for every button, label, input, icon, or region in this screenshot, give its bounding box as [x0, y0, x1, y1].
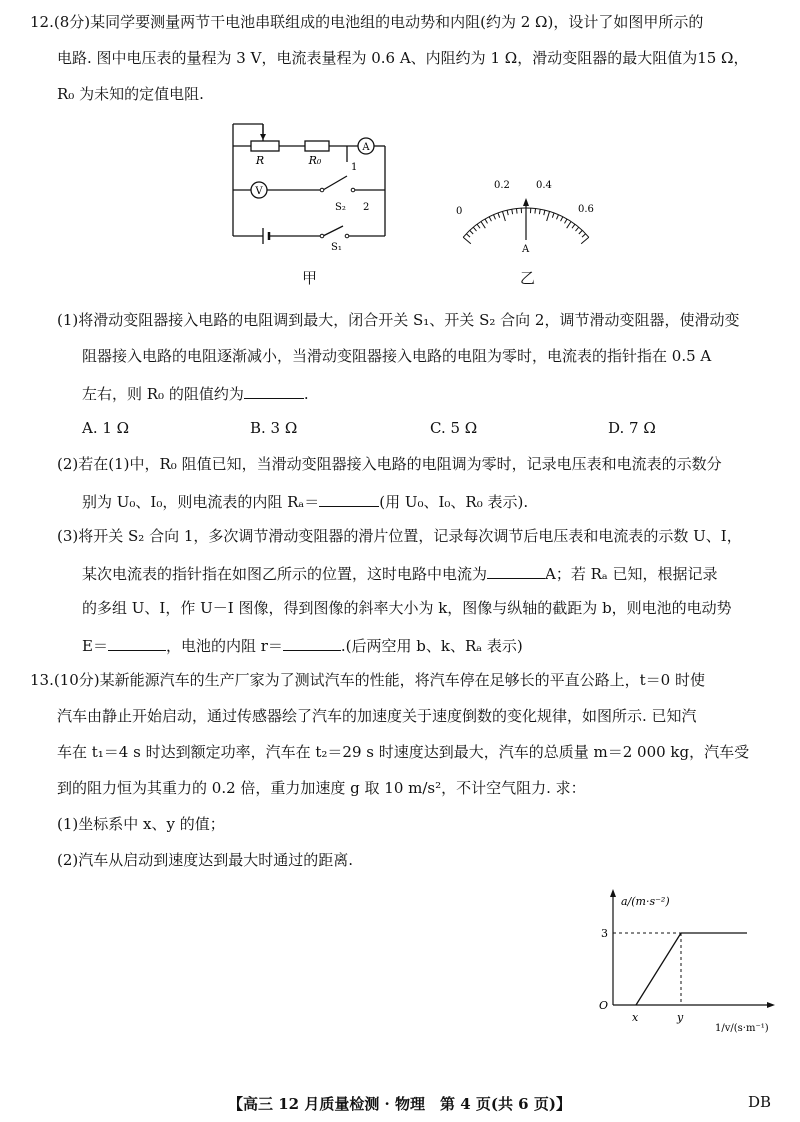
- option-d[interactable]: D. 7 Ω: [608, 419, 656, 437]
- dial-tick-mark: [494, 215, 496, 220]
- q12-p3-line-2-tail: A；若 Rₐ 已知，根据记录: [545, 565, 718, 583]
- chart-svg: [585, 885, 785, 1045]
- dial-tick-mark: [485, 219, 488, 223]
- answer-blank-r[interactable]: [283, 634, 341, 651]
- dial-tick-mark: [512, 209, 513, 214]
- dial-tick-mark: [544, 210, 545, 215]
- dial-tick-mark: [572, 224, 575, 228]
- option-a[interactable]: A. 1 Ω: [82, 419, 130, 437]
- caption-yi: 乙: [520, 269, 536, 287]
- dial-tick-mark: [556, 215, 558, 220]
- option-b[interactable]: B. 3 Ω: [250, 419, 298, 437]
- x-tick-x: x: [632, 1011, 639, 1024]
- x-axis-label: 1/v/(s·m⁻¹): [715, 1023, 769, 1034]
- label-R0: R₀: [308, 154, 322, 167]
- origin-label: O: [599, 999, 609, 1012]
- q13-sub-1: (1)坐标系中 x、y 的值；: [57, 815, 225, 833]
- dial-tick-mark: [552, 213, 554, 218]
- q12-p3-line-4: [82, 634, 523, 656]
- voltmeter-label: V: [255, 186, 263, 197]
- q13-line-1: 13.(10分)某新能源汽车的生产厂家为了测试汽车的性能，将汽车停在足够长的平直公路上，t＝0 时使: [30, 671, 705, 689]
- q13-line-3: 车在 t₁＝4 s 时达到额定功率，汽车在 t₂＝29 s 时速度达到最大，汽车的总质量 m＝2 000 kg，汽车受: [57, 743, 750, 761]
- dial-tick-mark: [516, 209, 517, 214]
- q12-p1-line-3: 左右，则 R₀ 的阻值约为 .: [82, 382, 309, 404]
- dial-tick-mark: [582, 234, 586, 237]
- q12-p2-line-2-tail: (用 U₀、I₀、R₀ 表示).: [379, 493, 529, 511]
- q12-line-1: 12.(8分)某同学要测量两节干电池串联组成的电池组的电动势和内阻(约为 2 Ω)，设计了如图甲所示的: [30, 13, 704, 31]
- q12-p1-line-1: (1)将滑动变阻器接入电路的电阻调到最大，闭合开关 S₁、开关 S₂ 合向 2，调节滑动变阻器，使滑动变: [57, 311, 740, 329]
- caption-jia: 甲: [302, 269, 318, 287]
- q12-p3-line-4-tail: .(后两空用 b、k、Rₐ 表示): [340, 637, 523, 655]
- dial-tick-mark: [463, 237, 471, 243]
- q12-p1-line-2: 阻器接入电路的电阻逐渐减小，当滑动变阻器接入电路的电阻为零时，电流表的指针指在 0.5 A: [82, 347, 712, 365]
- dial-tick-mark: [502, 211, 505, 221]
- emf-prefix: E＝: [82, 637, 108, 655]
- dial-tick-04: 0.4: [536, 180, 552, 191]
- q13-line-2: 汽车由静止开始启动，通过传感器绘了汽车的加速度关于速度倒数的变化规律，如图所示. 已知汽: [57, 707, 697, 725]
- ammeter-dial-yi: [450, 172, 610, 262]
- dial-tick-mark: [581, 237, 589, 243]
- x-axis-arrow-icon: [767, 1002, 775, 1008]
- dial-tick-mark: [489, 217, 491, 221]
- label-R: R: [255, 154, 265, 167]
- dial-tick-mark: [466, 234, 470, 237]
- dial-tick-mark: [535, 209, 536, 214]
- dial-svg: [450, 172, 610, 262]
- q12-p1-line-3-text: 左右，则 R₀ 的阻值约为: [82, 385, 244, 403]
- y-tick-3: 3: [601, 927, 608, 940]
- circuit-diagram-jia: [225, 118, 395, 288]
- slider-arrow-icon: [260, 134, 266, 140]
- q12-p3-line-2: [82, 562, 717, 584]
- answer-blank-current[interactable]: [487, 562, 545, 579]
- x-tick-y: y: [677, 1011, 684, 1024]
- dial-tick-mark: [561, 217, 563, 221]
- dial-tick-mark: [579, 230, 582, 234]
- q12-p2-line-2: [82, 490, 528, 512]
- q12-p2-line-1: (2)若在(1)中，R₀ 阻值已知，当滑动变阻器接入电路的电阻调为零时，记录电压表和电流表的示数分: [57, 455, 722, 473]
- dial-tick-mark: [567, 221, 571, 228]
- dial-tick-02: 0.2: [494, 180, 510, 191]
- series-rising-segment: [636, 933, 681, 1005]
- needle-arrow-icon: [523, 198, 529, 206]
- ammeter-label: A: [362, 142, 370, 153]
- footer-code: DB: [748, 1093, 772, 1111]
- q12-p3-line-2-text: 某次电流表的指针指在如图乙所示的位置，这时电路中电流为: [82, 565, 488, 583]
- q12-p2-line-2-text: 别为 U₀、I₀，则电流表的内阻 Rₐ＝: [82, 493, 320, 511]
- terminal-1-label: 1: [351, 162, 358, 173]
- y-axis-label: a/(m·s⁻²): [621, 895, 670, 908]
- dial-tick-mark: [507, 210, 508, 215]
- q12-line-3: R₀ 为未知的定值电阻.: [57, 85, 204, 103]
- answer-blank-emf[interactable]: [108, 634, 166, 651]
- dial-tick-mark: [470, 230, 473, 234]
- dial-tick-mark: [565, 219, 568, 223]
- dial-tick-mark: [477, 224, 480, 228]
- label-S1: S₁: [331, 242, 342, 253]
- dial-tick-mark: [575, 227, 578, 231]
- label-S2: S₂: [335, 202, 346, 213]
- page-footer: 【高三 12 月质量检测 · 物理 第 4 页(共 6 页)】: [228, 1095, 571, 1113]
- resistance-prefix: ，电池的内阻 r＝: [165, 637, 283, 655]
- dial-tick-mark: [481, 221, 485, 228]
- dial-tick-mark: [539, 209, 540, 214]
- dial-unit-label: A: [522, 244, 530, 255]
- option-c[interactable]: C. 5 Ω: [430, 419, 478, 437]
- y-axis-arrow-icon: [610, 889, 616, 897]
- dial-tick-mark: [473, 227, 476, 231]
- dial-tick-06: 0.6: [578, 204, 594, 215]
- q13-sub-2: (2)汽车从启动到速度达到最大时通过的距离.: [57, 851, 354, 869]
- acceleration-chart: [585, 885, 785, 1045]
- dial-tick-mark: [498, 213, 500, 218]
- q12-p3-line-3: 的多组 U、I，作 U－I 图像，得到图像的斜率大小为 k，图像与纵轴的截距为 b，则电池的电动势: [82, 599, 732, 617]
- circuit-svg: [225, 118, 395, 288]
- answer-blank-ra[interactable]: [319, 490, 379, 507]
- q12-line-2: 电路. 图中电压表的量程为 3 V，电流表量程为 0.6 A、内阻约为 1 Ω，滑动变阻器的最大阻值为15 Ω，: [57, 49, 749, 67]
- terminal-2-label: 2: [363, 202, 370, 213]
- dial-tick-0: 0: [456, 206, 463, 217]
- q12-p3-line-1: (3)将开关 S₂ 合向 1，多次调节滑动变阻器的滑片位置，记录每次调节后电压表和电流表的示数 U、I，: [57, 527, 742, 545]
- dial-tick-mark: [547, 211, 550, 221]
- q13-line-4: 到的阻力恒为其重力的 0.2 倍，重力加速度 g 取 10 m/s²，不计空气阻力. 求：: [57, 779, 586, 797]
- answer-blank-r0[interactable]: [244, 382, 304, 399]
